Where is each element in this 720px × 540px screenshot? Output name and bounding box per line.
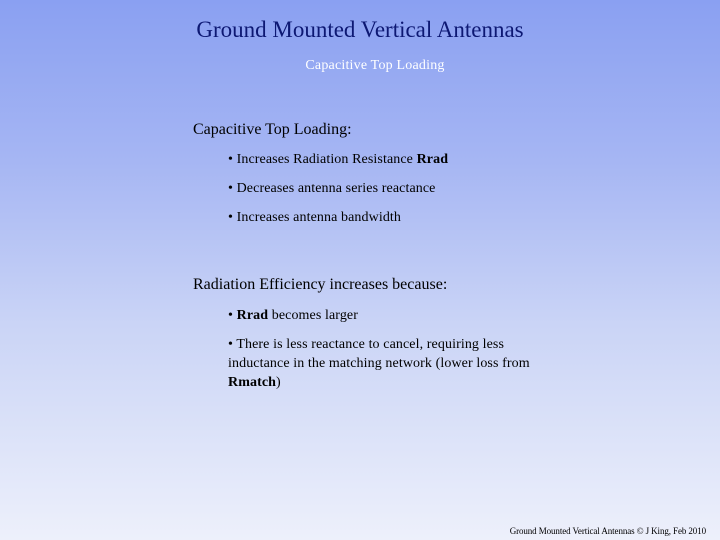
bullet-text: becomes larger: [268, 308, 358, 323]
bullet-bold-term: Rrad: [416, 152, 449, 167]
slide-subtitle: Capacitive Top Loading: [305, 58, 445, 73]
section-heading-top-loading: Capacitive Top Loading:: [193, 121, 352, 138]
bullet-rrad-larger: [228, 306, 358, 325]
slide-title: Ground Mounted Vertical Antennas: [196, 17, 524, 42]
section-heading-efficiency: Radiation Efficiency increases because:: [193, 276, 448, 293]
bullet-text: •: [228, 308, 237, 323]
bullet-radiation-resistance: [228, 150, 448, 169]
bullet-line: [228, 373, 588, 392]
bullet-series-reactance: • Decreases antenna series reactance: [228, 181, 436, 196]
slide-footer: Ground Mounted Vertical Antennas © J King, Feb 2010: [509, 526, 706, 536]
bullet-bold-term: Rmatch: [228, 375, 277, 390]
bullet-line: • There is less reactance to cancel, requiring less: [228, 337, 505, 352]
bullet-bandwidth: • Increases antenna bandwidth: [228, 210, 402, 225]
bullet-text: • Increases Radiation Resistance: [228, 152, 417, 167]
bullet-less-reactance: [228, 335, 588, 392]
bullet-line: inductance in the matching network (lower loss from: [228, 356, 530, 371]
bullet-text: ): [276, 375, 281, 390]
bullet-bold-term: Rrad: [236, 308, 269, 323]
